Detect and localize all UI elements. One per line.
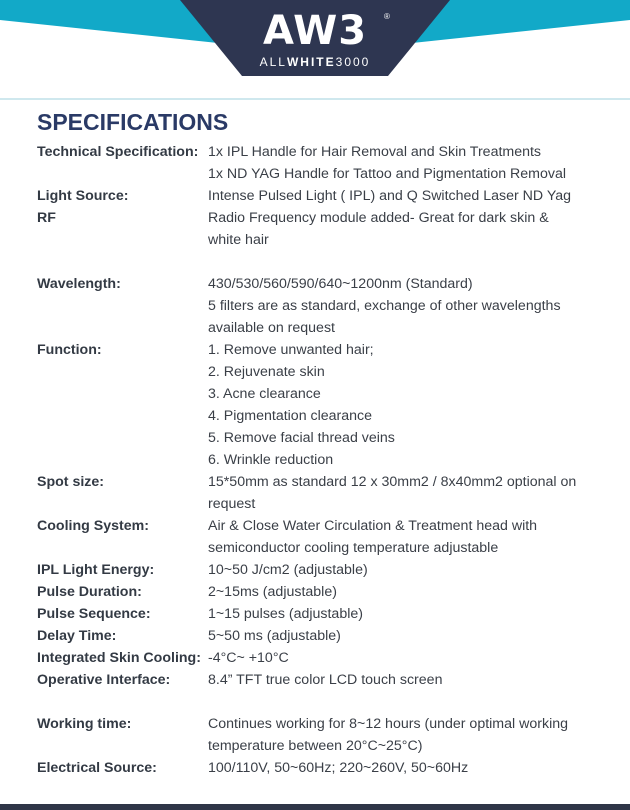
spec-value: [208, 141, 593, 185]
spec-row: [37, 141, 593, 185]
spec-value: [208, 581, 593, 603]
logo-subtitle: [0, 55, 630, 69]
spec-row: [37, 273, 593, 339]
spec-row: [37, 185, 593, 207]
header-banner: [0, 0, 630, 100]
spec-label: Spot size:: [37, 474, 105, 490]
spec-label: RF: [37, 210, 56, 226]
spec-value-line: temperature between 20°C~25°C): [208, 738, 423, 754]
spec-value-line: available on request: [208, 320, 335, 336]
specifications-table: [37, 141, 593, 779]
spec-value: [208, 185, 593, 207]
spec-label: Electrical Source:: [37, 760, 157, 776]
spec-label: Cooling System:: [37, 518, 149, 534]
footer-bar: [0, 804, 630, 810]
spec-value-line: 5~50 ms (adjustable): [208, 628, 341, 644]
spec-value: [208, 713, 593, 757]
spec-value-line: Air & Close Water Circulation & Treatment head with: [208, 518, 538, 534]
logo-mark: AW3: [262, 8, 368, 54]
spec-value-line: 430/530/560/590/640~1200nm (Standard): [208, 276, 473, 292]
spec-value: [208, 471, 593, 515]
spec-row: [37, 669, 593, 691]
spec-row: [37, 647, 593, 669]
spec-value: [208, 625, 593, 647]
spec-value-line: -4°C~ +10°C: [208, 650, 289, 666]
spacer: [37, 251, 593, 273]
spec-label: Working time:: [37, 716, 132, 732]
spec-label: Wavelength:: [37, 276, 121, 292]
spec-label: Pulse Duration:: [37, 584, 142, 600]
header-divider: [0, 98, 630, 100]
spec-value-line: 8.4” TFT true color LCD touch screen: [208, 672, 443, 688]
spec-value-line: white hair: [208, 232, 269, 248]
spec-value-line: 2. Rejuvenate skin: [208, 364, 325, 380]
spec-value: [208, 669, 593, 691]
spec-label: Pulse Sequence:: [37, 606, 151, 622]
spec-row: [37, 515, 593, 559]
spec-value: [208, 757, 593, 779]
logo-sub-all: ALL: [259, 55, 287, 69]
spec-value-line: 1x ND YAG Handle for Tattoo and Pigmentation Removal: [208, 166, 567, 182]
spec-value-line: Continues working for 8~12 hours (under optimal working: [208, 716, 569, 732]
spacer: [37, 691, 593, 713]
spec-label: Delay Time:: [37, 628, 117, 644]
spec-value-line: semiconductor cooling temperature adjustable: [208, 540, 499, 556]
spec-value-line: request: [208, 496, 256, 512]
registered-mark: ®: [384, 12, 390, 21]
spec-value: [208, 339, 593, 471]
spec-value-line: 15*50mm as standard 12 x 30mm2 / 8x40mm2 optional on: [208, 474, 577, 490]
spec-value: [208, 647, 593, 669]
spec-value-line: 4. Pigmentation clearance: [208, 408, 373, 424]
spec-row: [37, 339, 593, 471]
spec-value-line: Intense Pulsed Light ( IPL) and Q Switched Laser ND Yag: [208, 188, 572, 204]
spec-value-line: 2~15ms (adjustable): [208, 584, 337, 600]
spec-row: [37, 581, 593, 603]
spec-value: [208, 273, 593, 339]
spec-row: [37, 603, 593, 625]
spec-label: Operative Interface:: [37, 672, 171, 688]
spec-row: [37, 625, 593, 647]
spec-row: [37, 471, 593, 515]
spec-row: [37, 713, 593, 757]
logo-sub-white: WHITE: [286, 55, 336, 69]
spec-value: [208, 207, 593, 251]
spec-label: Integrated Skin Cooling:: [37, 650, 201, 666]
spec-value-line: Radio Frequency module added- Great for dark skin &: [208, 210, 549, 226]
spec-label: Light Source:: [37, 188, 129, 204]
spec-row: [37, 559, 593, 581]
spec-value-line: 5 filters are as standard, exchange of other wavelengths: [208, 298, 561, 314]
spec-value-line: 100/110V, 50~60Hz; 220~260V, 50~60Hz: [208, 760, 469, 776]
spec-value: [208, 559, 593, 581]
spec-value-line: 5. Remove facial thread veins: [208, 430, 395, 446]
spec-row: [37, 207, 593, 251]
logo-sub-number: 3000: [335, 55, 371, 69]
spec-value-line: 1~15 pulses (adjustable): [208, 606, 363, 622]
spec-value-line: 1. Remove unwanted hair;: [208, 342, 374, 358]
spec-row: [37, 757, 593, 779]
spec-value-line: 3. Acne clearance: [208, 386, 321, 402]
spec-label: Function:: [37, 342, 102, 358]
spec-value-line: 6. Wrinkle reduction: [208, 452, 334, 468]
spec-label: Technical Specification:: [37, 144, 199, 160]
spec-label: IPL Light Energy:: [37, 562, 155, 578]
spec-value: [208, 515, 593, 559]
spec-value: [208, 603, 593, 625]
spec-value-line: 1x IPL Handle for Hair Removal and Skin Treatments: [208, 144, 542, 160]
page-title: SPECIFICATIONS: [37, 109, 229, 135]
logo: [0, 0, 630, 80]
spec-value-line: 10~50 J/cm2 (adjustable): [208, 562, 368, 578]
